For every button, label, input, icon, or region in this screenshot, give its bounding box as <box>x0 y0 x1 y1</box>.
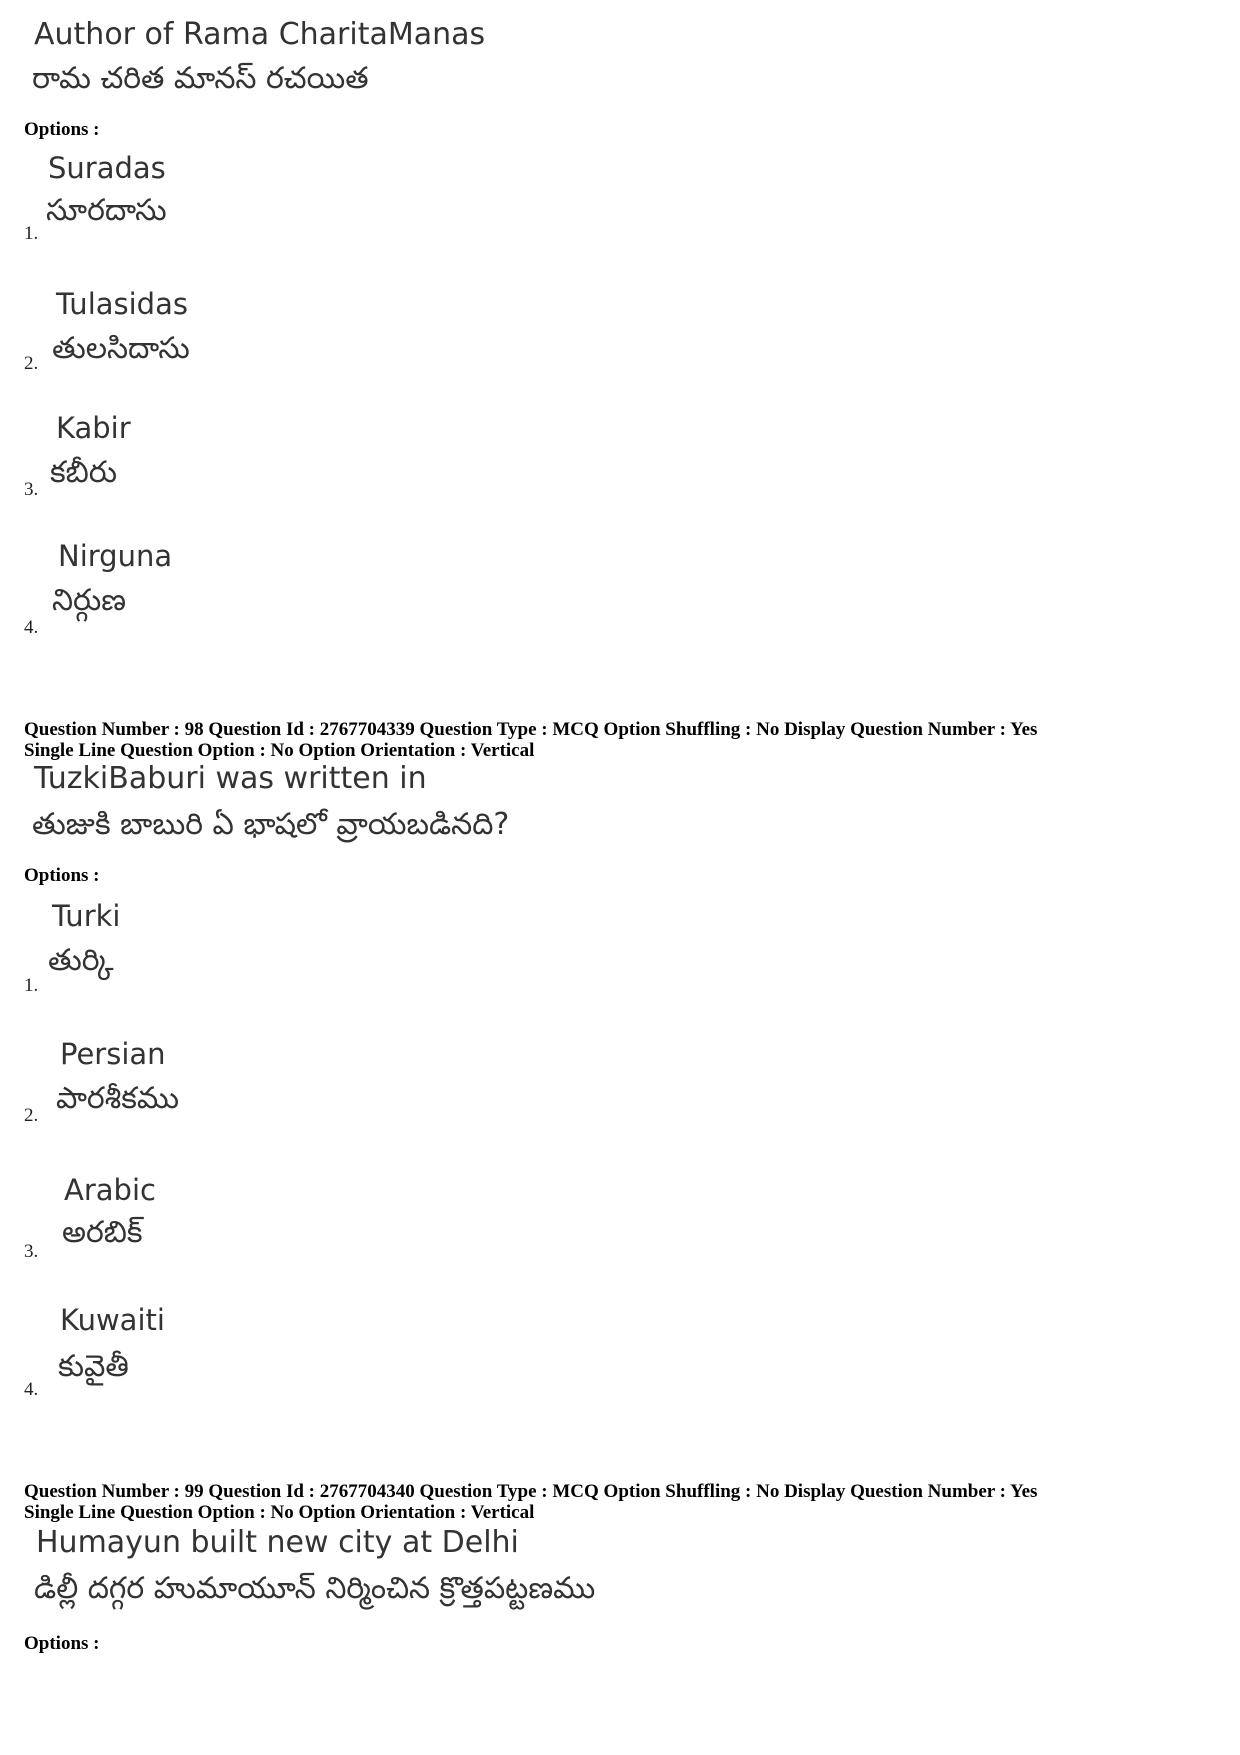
option-98-3-te: అరబిక్ <box>62 1215 143 1250</box>
question-99-text-en: Humayun built new city at Delhi <box>36 1525 519 1560</box>
option-98-3-en: Arabic <box>64 1173 156 1207</box>
option-98-4-te: కువైతీ <box>58 1349 129 1384</box>
option-98-2-en: Persian <box>60 1037 166 1071</box>
option-98-1-te: తుర్కి <box>48 943 114 978</box>
question-98-text-te: తుజుకి బాబురి ఏ భాషలో వ్రాయబడినది? <box>32 807 510 842</box>
question-98-meta-line-1: Question Number : 98 Question Id : 2767704339 Question Type : MCQ Option Shuffling : No Display Question Number : Yes <box>24 719 1038 740</box>
question-99-meta-line-2: Single Line Question Option : No Option Orientation : Vertical <box>24 1502 535 1523</box>
option-98-4-number: 4. <box>24 1379 39 1400</box>
question-98-meta-line-2: Single Line Question Option : No Option Orientation : Vertical <box>24 740 535 761</box>
option-97-4-te: నిర్గుణ <box>52 583 127 618</box>
option-97-1-te: సూరదాసు <box>46 193 167 228</box>
option-98-1-number: 1. <box>24 975 39 996</box>
option-97-3-en: Kabir <box>56 411 131 445</box>
question-97-text-te: రామ చరిత మానస్ రచయిత <box>32 61 369 96</box>
option-98-4-en: Kuwaiti <box>60 1303 165 1337</box>
question-99-text-te: డిల్లీ దగ్గర హుమాయూన్ నిర్మించిన క్రొత్తపట్టణము <box>34 1571 596 1606</box>
option-97-3-number: 3. <box>24 479 39 500</box>
option-97-2-te: తులసిదాసు <box>52 331 190 366</box>
options-label-98: Options : <box>24 865 100 886</box>
option-98-1-en: Turki <box>52 899 121 933</box>
option-98-2-number: 2. <box>24 1105 39 1126</box>
options-label-97: Options : <box>24 119 100 140</box>
option-97-4-number: 4. <box>24 617 39 638</box>
option-97-2-en: Tulasidas <box>56 287 188 321</box>
question-97-text-en: Author of Rama CharitaManas <box>34 17 486 52</box>
option-97-3-te: కబీరు <box>50 455 117 490</box>
option-97-1-en: Suradas <box>48 151 166 185</box>
question-98-text-en: TuzkiBaburi was written in <box>34 761 427 796</box>
option-97-1-number: 1. <box>24 223 39 244</box>
option-97-4-en: Nirguna <box>58 539 173 573</box>
options-label-99: Options : <box>24 1633 100 1654</box>
option-98-2-te: పారశీకము <box>56 1081 179 1116</box>
question-99-meta-line-1: Question Number : 99 Question Id : 2767704340 Question Type : MCQ Option Shuffling : No Display Question Number : Yes <box>24 1481 1038 1502</box>
option-98-3-number: 3. <box>24 1241 39 1262</box>
option-97-2-number: 2. <box>24 353 39 374</box>
